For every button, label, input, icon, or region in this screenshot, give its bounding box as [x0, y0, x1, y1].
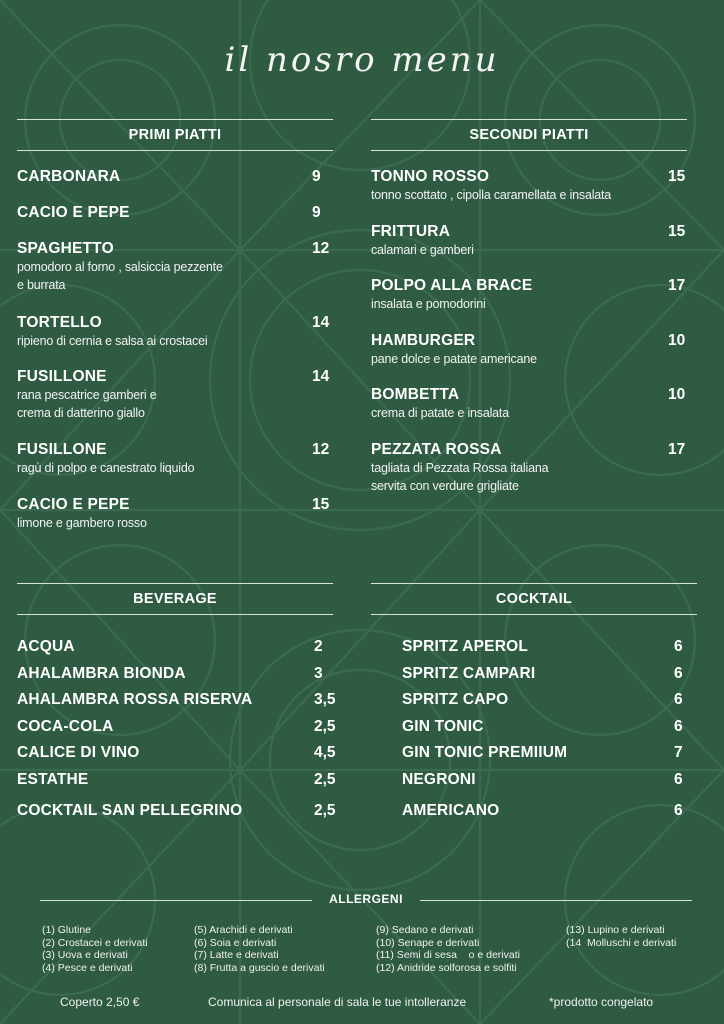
item-price: 9: [312, 204, 321, 221]
allergen-column: [194, 924, 325, 974]
allergen-item: (14 Molluschi e derivati: [566, 936, 677, 949]
frozen-note: *prodotto congelato: [549, 995, 654, 1009]
drink-item: [402, 771, 714, 798]
drink-price: 6: [674, 801, 683, 819]
item-name: TORTELLO: [17, 314, 102, 331]
allergen-item: (4) Pesce e derivati: [42, 961, 133, 974]
allergeni-heading: ALLERGENI: [329, 892, 403, 906]
drink-price: 6: [674, 771, 683, 788]
drink-item: [402, 718, 714, 745]
beverage-section: [17, 583, 333, 615]
item-name: CACIO E PEPE: [17, 204, 130, 221]
drink-price: 7: [674, 744, 683, 762]
drink-item: [17, 802, 354, 829]
drink-price: 2: [314, 638, 323, 655]
item-description: rana pescatrice gamberi e: [17, 388, 157, 402]
menu-item: [17, 368, 342, 422]
item-name: HAMBURGER: [371, 332, 476, 349]
menu-item: [17, 204, 342, 222]
allergen-item: (5) Arachidi e derivati: [194, 924, 293, 936]
item-description: pomodoro al forno , salsiccia pezzente: [17, 260, 223, 274]
drink-price: 2,5: [314, 801, 336, 819]
allergen-column: [566, 924, 676, 949]
drink-price: 6: [674, 717, 683, 735]
allergen-item: (2) Crostacei e derivati: [42, 936, 148, 949]
item-description: insalata e pomodorini: [371, 297, 486, 311]
item-price: 15: [312, 496, 330, 513]
drink-name: GIN TONIC PREMIIUM: [402, 744, 568, 762]
item-description: crema di datterino giallo: [17, 406, 145, 420]
item-description: crema di patate e insalata: [371, 406, 509, 420]
drink-name: COCKTAIL SAN PELLEGRINO: [17, 801, 243, 819]
drink-item: [402, 638, 714, 665]
menu-item: [17, 240, 342, 294]
drink-name: AHALAMBRA BIONDA: [17, 664, 186, 682]
item-name: SPAGHETTO: [17, 240, 114, 257]
allergen-item: (3) Uova e derivati: [42, 949, 128, 962]
drink-name: CALICE DI VINO: [17, 744, 140, 762]
item-description: calamari e gamberi: [371, 243, 474, 257]
drink-price: 4,5: [314, 744, 336, 762]
item-description: ripieno di cernia e salsa ai crostacei: [17, 334, 208, 348]
drink-name: SPRITZ CAMPARI: [402, 664, 536, 682]
item-description: limone e gambero rosso: [17, 516, 147, 530]
drink-item: [402, 802, 714, 829]
drink-price: 6: [674, 638, 683, 655]
drink-name: COCA-COLA: [17, 717, 114, 735]
drink-item: [17, 771, 354, 798]
drink-item: [402, 744, 714, 771]
item-price: 10: [668, 332, 686, 349]
drink-item: [17, 691, 354, 718]
item-name: PEZZATA ROSSA: [371, 441, 502, 458]
menu-item: [371, 277, 698, 313]
drink-price: 6: [674, 664, 683, 682]
item-name: POLPO ALLA BRACE: [371, 277, 533, 294]
drink-price: 2,5: [314, 717, 336, 735]
allergen-column: [42, 924, 148, 974]
secondi-heading: SECONDI PIATTI: [371, 119, 687, 151]
drink-name: ESTATHE: [17, 771, 89, 788]
menu-item: [17, 441, 342, 477]
drink-name: AMERICANO: [402, 801, 500, 819]
primi-section: [17, 119, 333, 151]
drink-item: [17, 718, 354, 745]
item-description: pane dolce e patate americane: [371, 352, 537, 366]
allergen-item: (10) Senape e derivati: [376, 936, 480, 949]
item-name: BOMBETTA: [371, 386, 460, 403]
allergen-item: (7) Latte e derivati: [194, 949, 279, 962]
item-price: 12: [312, 240, 330, 257]
item-name: CACIO E PEPE: [17, 496, 130, 513]
item-name: TONNO ROSSO: [371, 168, 490, 185]
drink-name: GIN TONIC: [402, 717, 484, 735]
drink-item: [402, 665, 714, 692]
allergen-item: (8) Frutta a guscio e derivati: [194, 961, 325, 974]
allergeni-rule-right: [420, 900, 692, 901]
allergen-item: (1) Glutine: [42, 924, 92, 936]
allergen-item: (12) Anidride solforosa e solfiti: [376, 961, 517, 974]
menu-item: [371, 168, 698, 204]
item-price: 10: [668, 386, 686, 403]
drink-name: ACQUA: [17, 638, 75, 655]
item-name: FUSILLONE: [17, 441, 107, 458]
drink-item: [17, 638, 354, 665]
item-description: ragù di polpo e canestrato liquido: [17, 461, 195, 475]
allergen-item: (11) Semi di sesa o e derivati: [376, 949, 520, 962]
intolerance-notice: Comunica al personale di sala le tue intolleranze: [208, 995, 467, 1009]
menu-item: [17, 168, 342, 186]
coperto-text: Coperto 2,50 €: [60, 995, 140, 1009]
allergen-item: (9) Sedano e derivati: [376, 924, 474, 936]
item-price: 12: [312, 441, 330, 458]
drink-name: SPRITZ APEROL: [402, 638, 529, 655]
menu-item: [371, 332, 698, 368]
secondi-section: [371, 119, 687, 151]
allergen-item: (13) Lupino e derivati: [566, 924, 665, 936]
item-description: tonno scottato , cipolla caramellata e insalata: [371, 188, 612, 202]
cocktail-heading: COCKTAIL: [371, 583, 697, 615]
drink-price: 3: [314, 664, 323, 682]
menu-item: [17, 496, 342, 532]
item-price: 14: [312, 314, 330, 331]
primi-heading: PRIMI PIATTI: [17, 119, 333, 151]
menu-item: [371, 386, 698, 422]
item-price: 9: [312, 168, 321, 185]
drink-item: [17, 665, 354, 692]
drink-name: SPRITZ CAPO: [402, 691, 509, 709]
item-name: FUSILLONE: [17, 368, 107, 385]
item-price: 14: [312, 368, 330, 385]
item-price: 17: [668, 441, 686, 458]
item-price: 15: [668, 168, 686, 185]
drink-item: [17, 744, 354, 771]
beverage-heading: BEVERAGE: [17, 583, 333, 615]
menu-title: il nosro menu: [224, 40, 500, 80]
item-name: FRITTURA: [371, 223, 451, 240]
drink-price: 3,5: [314, 691, 336, 709]
allergen-column: [376, 924, 520, 974]
menu-item: [17, 314, 342, 350]
item-price: 15: [668, 223, 686, 240]
item-description: tagliata di Pezzata Rossa italiana: [371, 461, 549, 475]
menu-item: [371, 441, 698, 495]
allergen-item: (6) Soia e derivati: [194, 936, 277, 949]
drink-price: 2,5: [314, 771, 336, 788]
item-description: servita con verdure grigliate: [371, 479, 519, 493]
cocktail-section: [371, 583, 697, 615]
drink-name: AHALAMBRA ROSSA RISERVA: [17, 691, 253, 709]
item-description: e burrata: [17, 278, 66, 292]
drink-name: NEGRONI: [402, 771, 476, 788]
allergeni-header: [40, 892, 692, 908]
drink-price: 6: [674, 691, 683, 709]
menu-item: [371, 223, 698, 259]
drink-item: [402, 691, 714, 718]
item-name: CARBONARA: [17, 168, 121, 185]
item-price: 17: [668, 277, 686, 294]
